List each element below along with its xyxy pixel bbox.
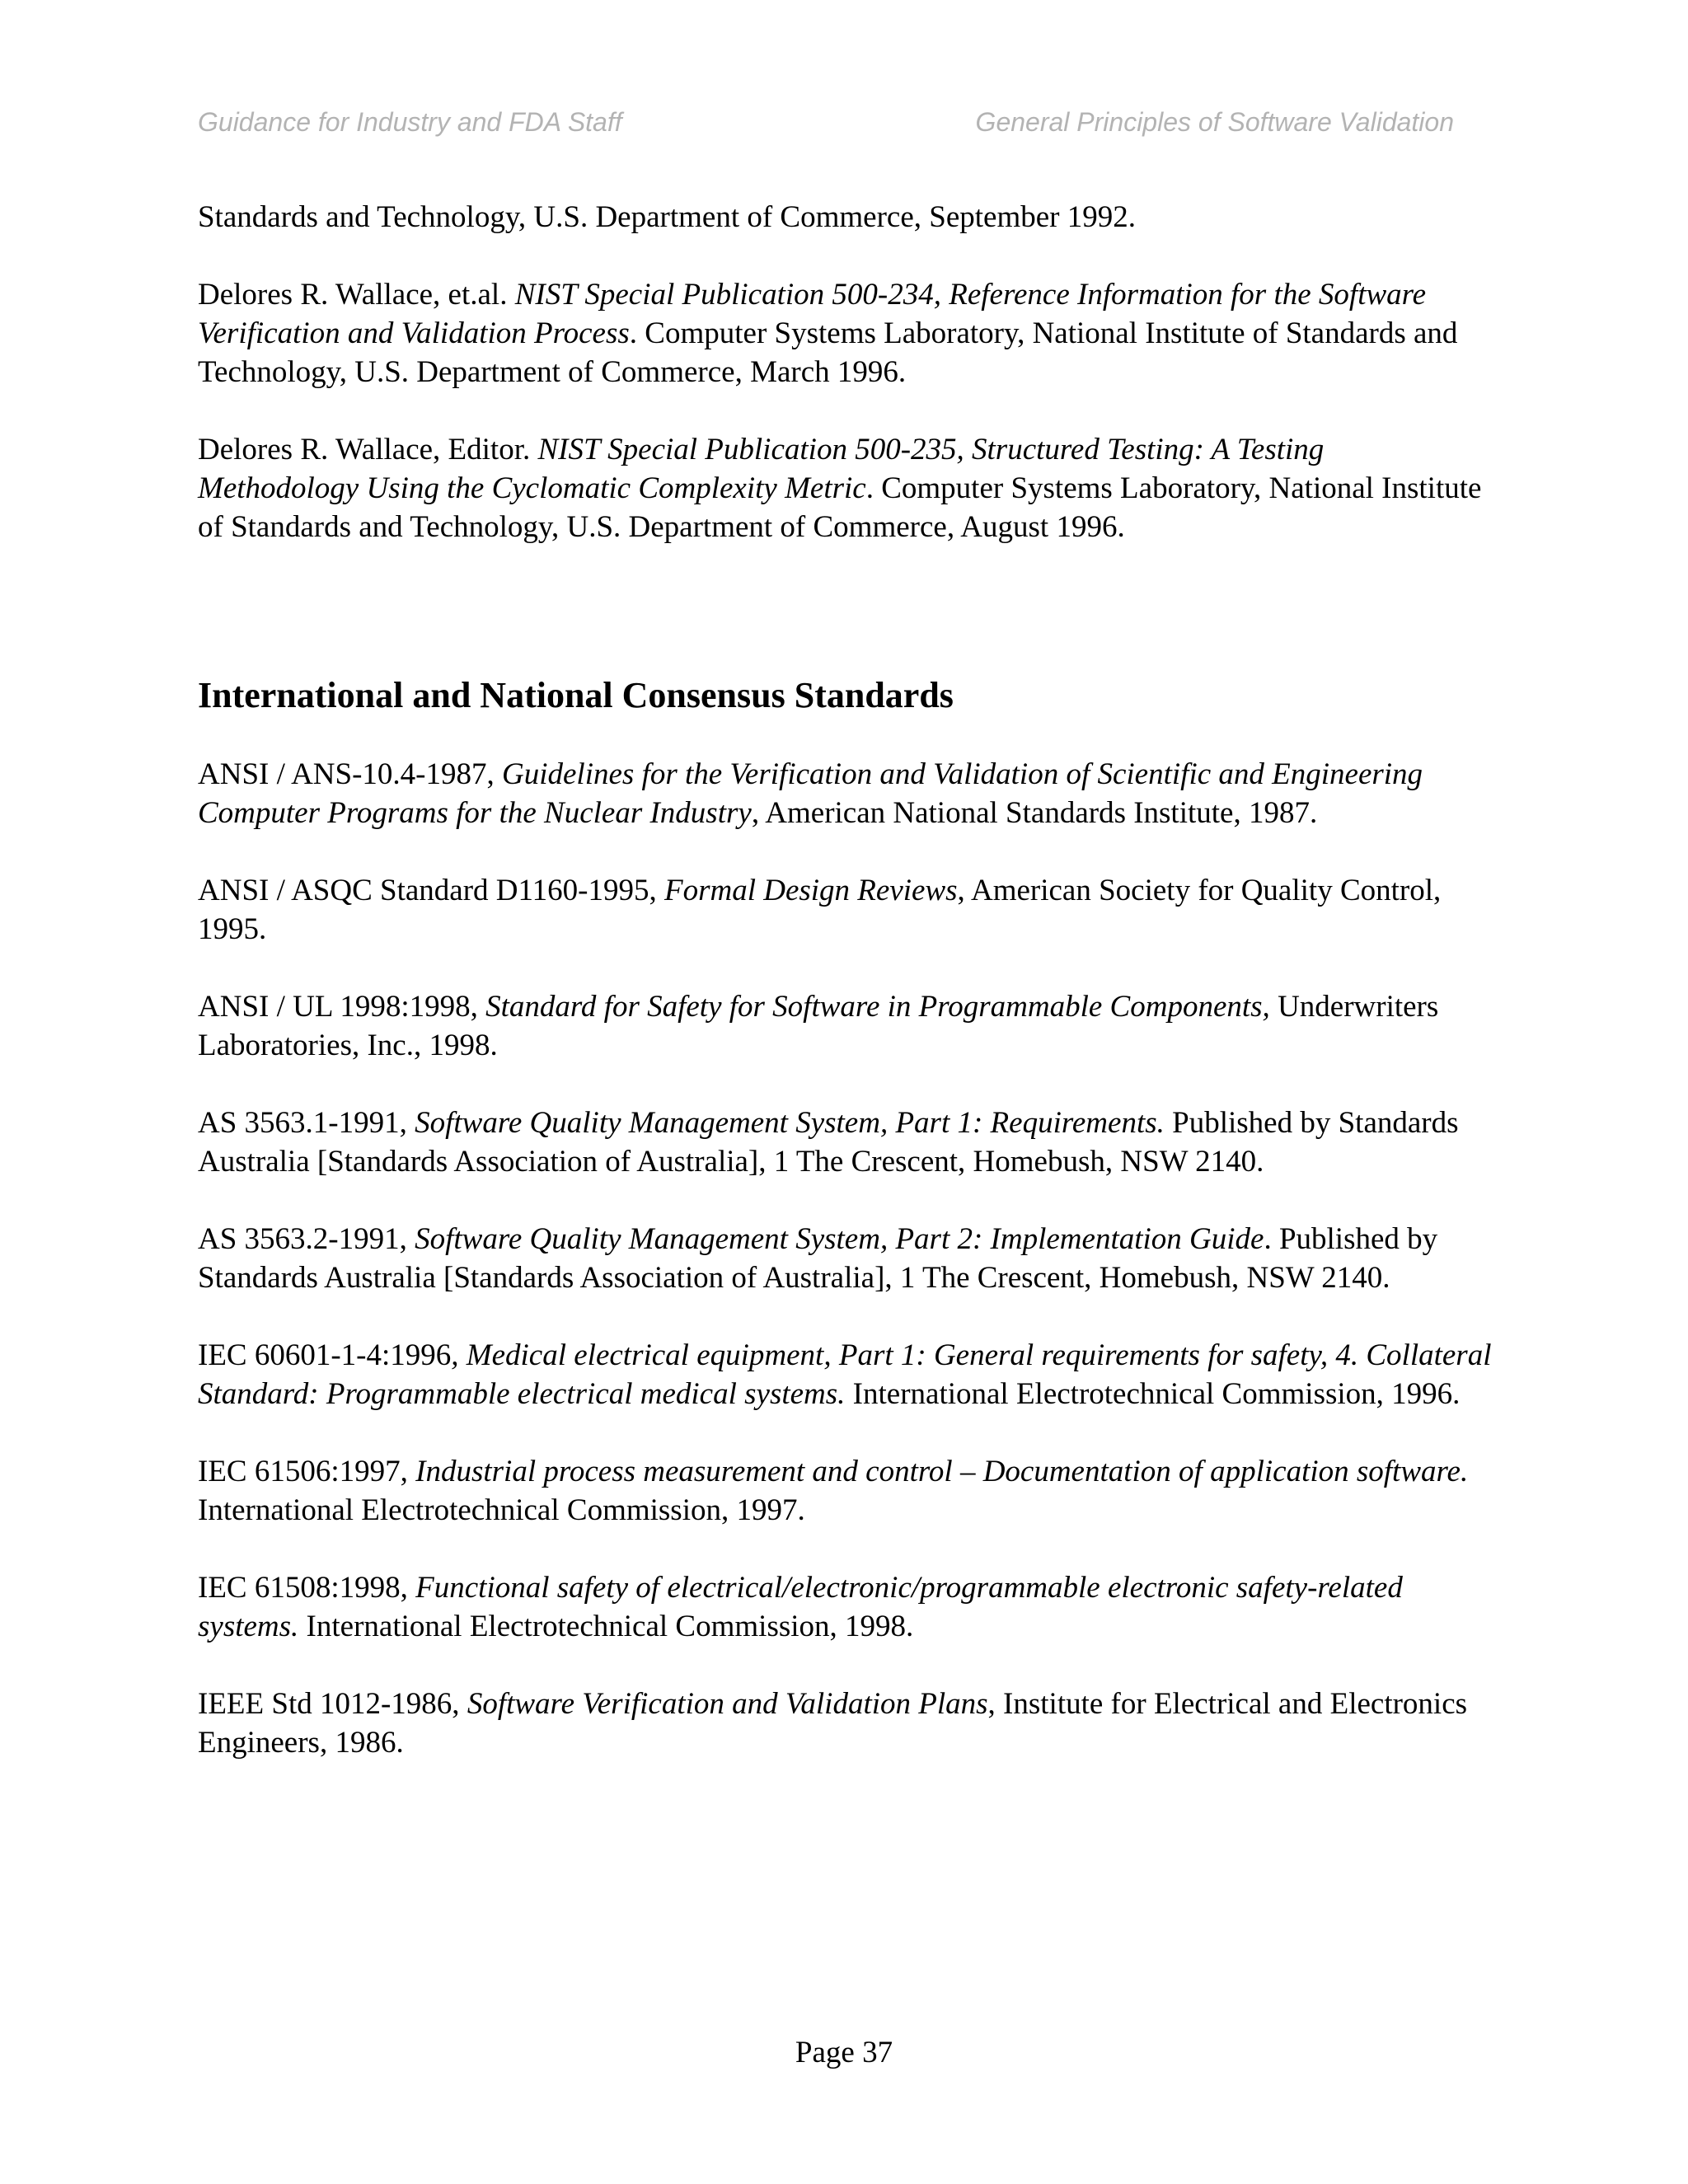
page-number: Page 37 (795, 2036, 893, 2069)
standard-entry (198, 1220, 1492, 1297)
standard-publisher: , American National Standards Institute, 1987. (751, 796, 1318, 830)
standard-publisher: International Electrotechnical Commission, 1996. (845, 1377, 1461, 1411)
reference-author: Delores R. Wallace, Editor. (198, 433, 538, 466)
reference-publisher: . Computer Systems Laboratory, National Institute of Standards and Technology, U.S. Department of Commerce, August 1996. (198, 471, 1482, 544)
standard-entry (198, 1104, 1492, 1181)
standard-title: Software Quality Management System, Part 2: Implementation Guide (415, 1222, 1264, 1256)
standard-title: , Medical electrical equipment, Part 1: General requirements for safety, 4. Collateral Standard: Programmable electrical medical systems. (198, 1338, 1492, 1411)
standard-entry (198, 1685, 1492, 1762)
standard-id: AS 3563.2-1991, (198, 1222, 415, 1256)
standard-title: Standard for Safety for Software in Programmable Components, (485, 990, 1270, 1024)
standard-entry (198, 987, 1492, 1065)
standard-title: Formal Design Reviews (663, 874, 958, 907)
reference-entry (198, 275, 1492, 391)
reference-entry (198, 430, 1492, 546)
standard-id: ANSI / ASQC Standard D1160-1995, (198, 874, 664, 907)
standard-title: Industrial process measurement and control – Documentation of application software. (415, 1455, 1469, 1488)
reference-publisher: . Computer Systems Laboratory, National Institute of Standards and Technology, U.S. Department of Commerce, March 1996. (198, 316, 1458, 389)
standard-entry (198, 1568, 1492, 1646)
standard-entry (198, 1452, 1492, 1530)
standard-publisher: International Electrotechnical Commission, 1998. (298, 1610, 914, 1643)
standard-id: IEC 61508:1998, (198, 1571, 416, 1605)
standard-entry (198, 871, 1492, 949)
standard-id: IEEE Std 1012-1986, (198, 1687, 467, 1721)
standard-title: Software Quality Management System, Part 1: Requirements. (415, 1106, 1165, 1140)
standard-id: ANSI / ANS-10.4-1987, (198, 757, 502, 791)
standard-id: ANSI / UL 1998:1998, (198, 990, 486, 1024)
reference-text: Standards and Technology, U.S. Department of Commerce, September 1992. (198, 200, 1136, 234)
header-section-title: General Principles of Software Validation (975, 107, 1454, 137)
standard-publisher: , American Society for Quality Control, 1995. (198, 874, 1442, 946)
standard-title: Functional safety of electrical/electronic/programmable electronic safety-related systems. (198, 1571, 1403, 1643)
standard-id: IEC 60601-1-4:1996 (198, 1338, 452, 1372)
standard-title: Guidelines for the Verification and Validation of Scientific and Engineering Computer Programs for the Nuclear Industry (198, 757, 1423, 830)
section-heading: International and National Consensus Standards (198, 675, 954, 715)
standard-id: IEC 61506:1997, (198, 1455, 416, 1488)
reference-author: Delores R. Wallace, et.al. (198, 278, 515, 312)
standard-entry (198, 1336, 1492, 1413)
standard-id: AS 3563.1-1991, (198, 1106, 415, 1140)
standard-title: Software Verification and Validation Plans (467, 1687, 988, 1721)
header-document-title: Guidance for Industry and FDA Staff (198, 107, 622, 137)
reference-entry (198, 198, 1492, 237)
reference-title: NIST Special Publication 500-234, Reference Information for the Software Verification and Validation Process (198, 278, 1427, 350)
standard-publisher: Published by Standards Australia [Standards Association of Australia], 1 The Crescent, Homebush, NSW 2140. (198, 1106, 1459, 1179)
reference-title: NIST Special Publication 500-235, Structured Testing: A Testing Methodology Using the Cyclomatic Complexity Metric (198, 433, 1325, 505)
page-content (198, 198, 1492, 1801)
standard-publisher: . Published by Standards Australia [Standards Association of Australia], 1 The Crescent, Homebush, NSW 2140. (198, 1222, 1438, 1295)
standard-publisher: , Institute for Electrical and Electronics Engineers, 1986. (198, 1687, 1468, 1760)
standard-entry (198, 755, 1492, 832)
standard-publisher: Underwriters Laboratories, Inc., 1998. (198, 990, 1439, 1062)
standard-publisher: International Electrotechnical Commission, 1997. (198, 1493, 805, 1527)
running-header (198, 107, 1454, 148)
